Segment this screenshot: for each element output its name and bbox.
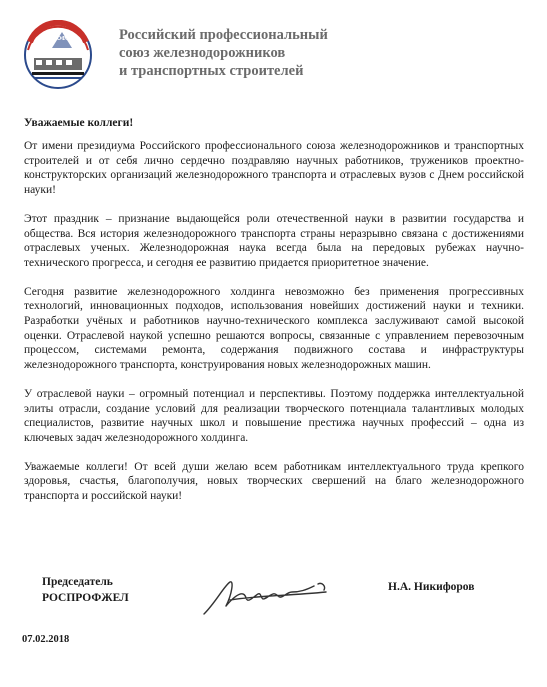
letterhead: [22, 20, 522, 90]
signatory-title: [42, 574, 129, 606]
paragraph-4: У отраслевой науки – огромный потенциал и перспективы. Поэтому поддержка интеллектуальной элиты отрасли, создание условий для реализации творческого потенциала талантливых молодых специалистов, развитие научных школ и повышение престижа научных профессий – одна из ключевых задач железнодорожного холдинга.: [24, 387, 524, 444]
org-line-1: Российский профессиональный: [119, 27, 328, 43]
rosprofzhel-logo: [22, 20, 94, 90]
paragraph-1: От имени президиума Российского профессионального союза железнодорожников и транспортных строителей и от себя лично сердечно поздравляю научных работников, тружеников проектно-конструкторских организаций железнодорожного транспорта и отраслевых вузов с Днем российской науки!: [24, 140, 524, 197]
handwritten-signature: [196, 572, 356, 622]
paragraph-5: Уважаемые коллеги! От всей души желаю всем работникам интеллектуального труда крепкого здоровья, счастья, благополучия, новых творческих свершений на благо железнодорожного транспорта и российской науки!: [24, 460, 524, 503]
signatory-title-line-1: Председатель: [42, 576, 113, 588]
letter-date: 07.02.2018: [22, 634, 70, 645]
signatory-title-line-2: РОСПРОФЖЕЛ: [42, 592, 129, 604]
org-name: [119, 26, 328, 80]
paragraph-3: Сегодня развитие железнодорожного холдинга невозможно без применения прогрессивных технологий, инновационных подходов, использования новейших достижений науки и техники. Разработки учёных и работников научно-технического комплекса заслуживают самой высокой оценки. Отраслевой наукой успешно решаются вопросы, связанные с управлением перевозочным процессом, системами ремонта, содержания подвижного состава и инфраструктуры железнодорожного транспорта, конструирования новых железнодорожных машин.: [24, 285, 524, 372]
letter-greeting: Уважаемые коллеги!: [24, 117, 134, 129]
paragraph-2: Этот праздник – признание выдающейся роли отечественной науки в развитии государства и общества. Вся история железнодорожного транспорта страны неразрывно связана с достижениями отраслевых ученых. Железнодорожная наука всегда была на передовых рубежах научно-технического прогресса, и сегодня ее развитию придается приоритетное значение.: [24, 212, 524, 269]
logo-text: РОСПРОФЖЕЛ: [37, 36, 79, 42]
signatory-name: Н.А. Никифоров: [388, 581, 475, 593]
org-line-3: и транспортных строителей: [119, 63, 304, 79]
letter-body: [24, 139, 524, 518]
org-line-2: союз железнодорожников: [119, 45, 286, 61]
